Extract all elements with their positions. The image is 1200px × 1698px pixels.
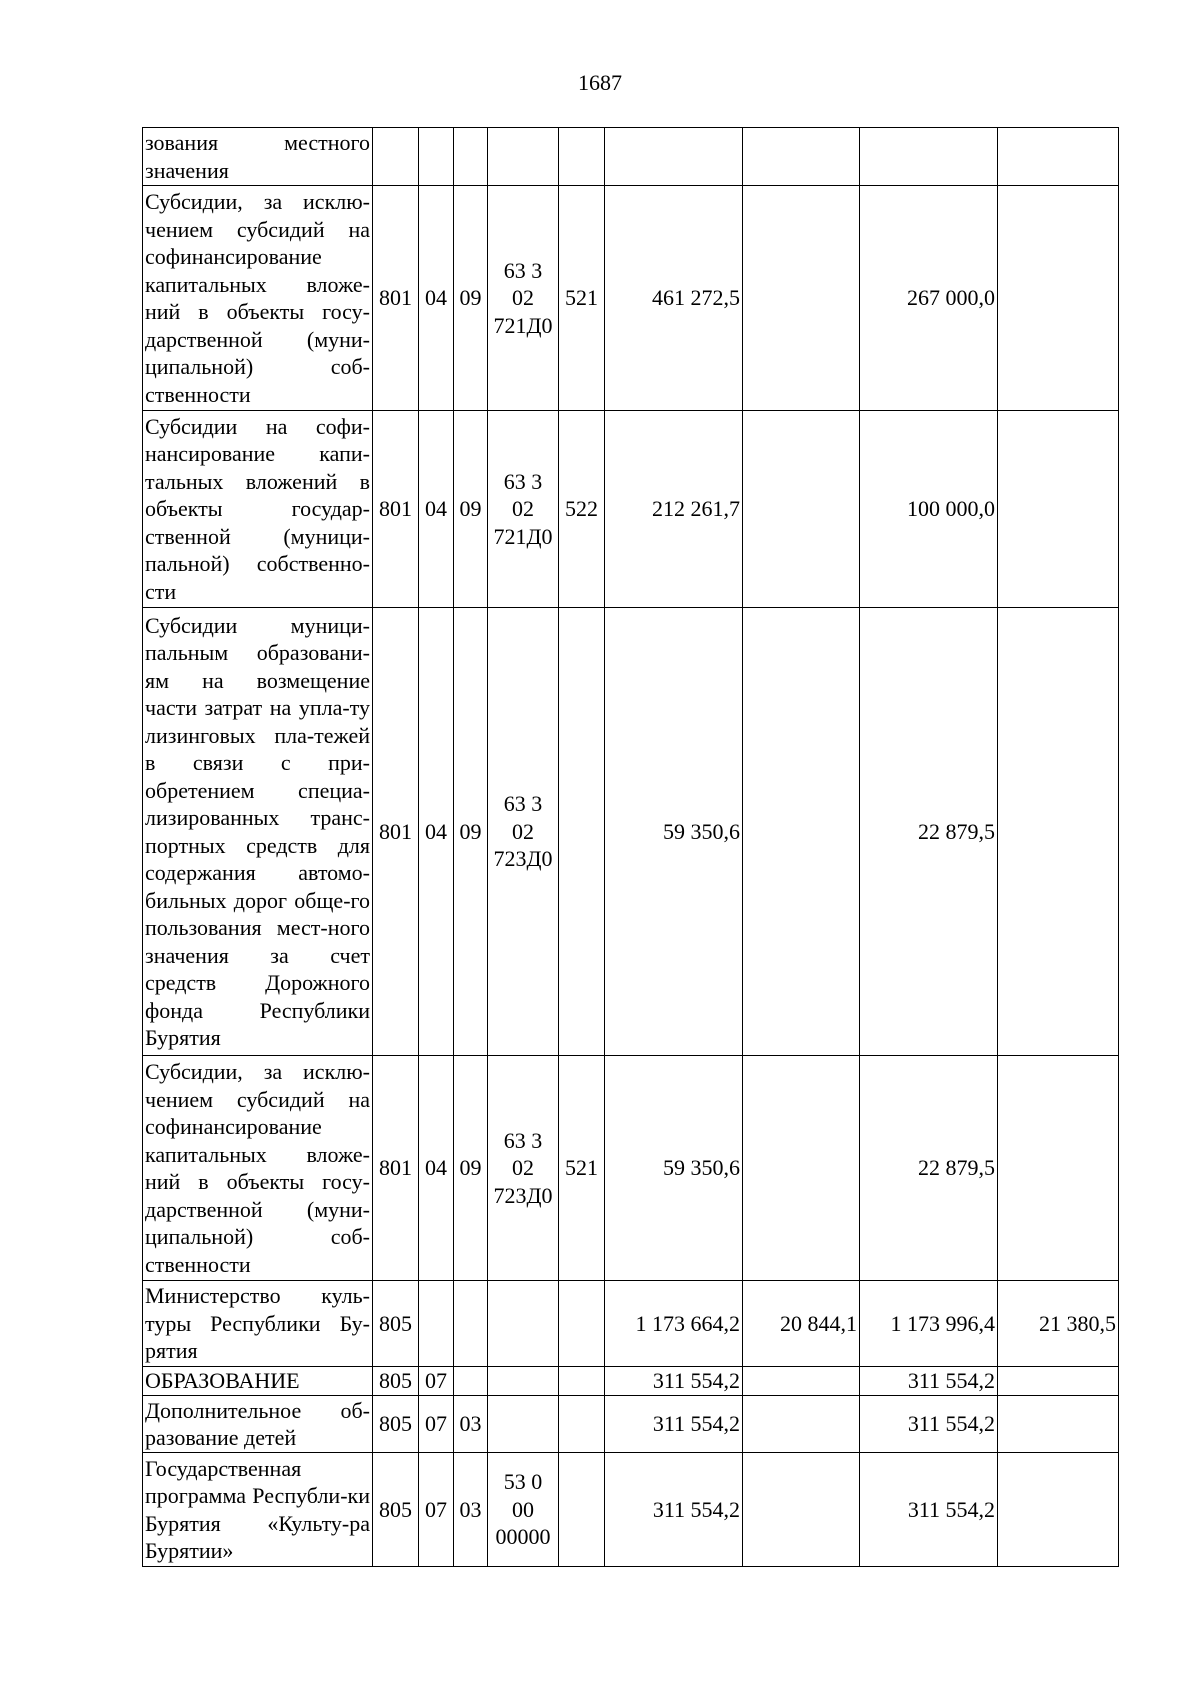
target-article-code-part: 02 (512, 496, 534, 522)
grbs-code: 801 (373, 411, 419, 608)
target-article-code-part: 02 (512, 1155, 534, 1181)
target-article-code-part: 02 (512, 285, 534, 311)
amount-year-1: 311 554,2 (605, 1396, 743, 1453)
table-row (143, 128, 1119, 186)
amount-year-1: 59 350,6 (605, 608, 743, 1056)
expense-type-code (559, 1453, 605, 1567)
amount-year-1-extra (743, 1367, 860, 1396)
target-article-code (488, 1453, 559, 1567)
row-name: Субсидии, за исклю-чением субсидий на софинансирование капитальных вложе-ний в объекты госу-дарственной (муни-ципальной) соб-ственности (143, 186, 373, 411)
amount-year-2-extra (998, 1396, 1119, 1453)
grbs-code: 801 (373, 608, 419, 1056)
row-name: Государственная программа Республи-ки Бурятия «Культу-ра Бурятии» (143, 1453, 373, 1567)
section-code: 04 (419, 411, 454, 608)
row-name: Дополнительное об-разование детей (143, 1396, 373, 1453)
amount-year-1-extra (743, 186, 860, 411)
target-article-code-part: 00000 (495, 1524, 551, 1550)
row-name: зования местного значения (143, 128, 373, 186)
amount-year-1-extra (743, 411, 860, 608)
section-code: 04 (419, 608, 454, 1056)
table-row (143, 1396, 1119, 1453)
subsection-code: 09 (454, 608, 488, 1056)
page-number: 1687 (578, 70, 622, 95)
section-code: 04 (419, 1056, 454, 1281)
table-row (143, 608, 1119, 1056)
row-name: Субсидии, за исклю-чением субсидий на софинансирование капитальных вложе-ний в объекты госу-дарственной (муни-ципальной) соб-ственности (143, 1056, 373, 1281)
row-name: Министерство куль-туры Республики Бу-рятия (143, 1281, 373, 1367)
target-article-code (488, 128, 559, 186)
amount-year-1-extra (743, 608, 860, 1056)
amount-year-2-extra: 21 380,5 (998, 1281, 1119, 1367)
target-article-code-part: 00 (512, 1496, 534, 1522)
target-article-code (488, 608, 559, 1056)
amount-year-2: 311 554,2 (860, 1367, 998, 1396)
amount-year-1: 311 554,2 (605, 1367, 743, 1396)
grbs-code: 805 (373, 1367, 419, 1396)
amount-year-1-extra (743, 1396, 860, 1453)
grbs-code: 801 (373, 1056, 419, 1281)
amount-year-2-extra (998, 608, 1119, 1056)
section-code: 07 (419, 1453, 454, 1567)
target-article-code-part: 723Д0 (493, 846, 553, 872)
target-article-code (488, 411, 559, 608)
amount-year-2: 311 554,2 (860, 1453, 998, 1567)
amount-year-1-extra: 20 844,1 (743, 1281, 860, 1367)
amount-year-2 (860, 128, 998, 186)
table-row (143, 411, 1119, 608)
row-name: Субсидии на софи-нансирование капи-тальных вложений в объекты государ-ственной (муници-пальной) собственно-сти (143, 411, 373, 608)
expense-type-code: 522 (559, 411, 605, 608)
amount-year-2-extra (998, 186, 1119, 411)
section-code: 07 (419, 1396, 454, 1453)
row-name: ОБРАЗОВАНИЕ (143, 1367, 373, 1396)
amount-year-2-extra (998, 411, 1119, 608)
target-article-code-part: 02 (512, 818, 534, 844)
table-body (143, 128, 1119, 1567)
amount-year-2-extra (998, 1056, 1119, 1281)
subsection-code: 03 (454, 1453, 488, 1567)
amount-year-2: 22 879,5 (860, 608, 998, 1056)
target-article-code-part: 63 3 (503, 1127, 543, 1153)
amount-year-1-extra (743, 128, 860, 186)
budget-table (142, 127, 1119, 1567)
amount-year-1: 311 554,2 (605, 1453, 743, 1567)
section-code (419, 1281, 454, 1367)
expense-type-code (559, 1367, 605, 1396)
amount-year-2: 22 879,5 (860, 1056, 998, 1281)
amount-year-1: 59 350,6 (605, 1056, 743, 1281)
target-article-code-part: 63 3 (503, 257, 543, 283)
grbs-code: 801 (373, 186, 419, 411)
section-code: 07 (419, 1367, 454, 1396)
table-row (143, 1453, 1119, 1567)
amount-year-2: 311 554,2 (860, 1396, 998, 1453)
table-row (143, 186, 1119, 411)
target-article-code-part: 721Д0 (493, 312, 553, 338)
target-article-code (488, 1396, 559, 1453)
target-article-code-part: 721Д0 (493, 523, 553, 549)
subsection-code: 09 (454, 1056, 488, 1281)
amount-year-1: 461 272,5 (605, 186, 743, 411)
amount-year-2: 1 173 996,4 (860, 1281, 998, 1367)
amount-year-1: 212 261,7 (605, 411, 743, 608)
amount-year-1-extra (743, 1056, 860, 1281)
subsection-code: 09 (454, 186, 488, 411)
expense-type-code (559, 1281, 605, 1367)
amount-year-1-extra (743, 1453, 860, 1567)
amount-year-2: 100 000,0 (860, 411, 998, 608)
grbs-code (373, 128, 419, 186)
subsection-code (454, 128, 488, 186)
subsection-code (454, 1281, 488, 1367)
expense-type-code (559, 608, 605, 1056)
subsection-code: 03 (454, 1396, 488, 1453)
amount-year-1: 1 173 664,2 (605, 1281, 743, 1367)
target-article-code-part: 63 3 (503, 468, 543, 494)
table-row (143, 1056, 1119, 1281)
target-article-code (488, 186, 559, 411)
expense-type-code (559, 1396, 605, 1453)
section-code (419, 128, 454, 186)
amount-year-1 (605, 128, 743, 186)
table-row (143, 1367, 1119, 1396)
target-article-code-part: 63 3 (503, 791, 543, 817)
table-row (143, 1281, 1119, 1367)
expense-type-code: 521 (559, 1056, 605, 1281)
target-article-code-part: 723Д0 (493, 1182, 553, 1208)
amount-year-2-extra (998, 1453, 1119, 1567)
grbs-code: 805 (373, 1281, 419, 1367)
target-article-code (488, 1281, 559, 1367)
expense-type-code: 521 (559, 186, 605, 411)
section-code: 04 (419, 186, 454, 411)
target-article-code-part: 53 0 (503, 1469, 543, 1495)
grbs-code: 805 (373, 1396, 419, 1453)
amount-year-2-extra (998, 128, 1119, 186)
grbs-code: 805 (373, 1453, 419, 1567)
amount-year-2-extra (998, 1367, 1119, 1396)
subsection-code: 09 (454, 411, 488, 608)
expense-type-code (559, 128, 605, 186)
amount-year-2: 267 000,0 (860, 186, 998, 411)
row-name: Субсидии муници-пальным образовани-ям на возмещение части затрат на упла-ту лизинговых пла-тежей в связи с при-обретением специа-лизированных транс-портных средств для содержания автомо-бильных дорог обще-го пользования мест-ного значения за счет средств Дорожного фонда Республики Бурятия (143, 608, 373, 1056)
target-article-code (488, 1056, 559, 1281)
target-article-code (488, 1367, 559, 1396)
subsection-code (454, 1367, 488, 1396)
